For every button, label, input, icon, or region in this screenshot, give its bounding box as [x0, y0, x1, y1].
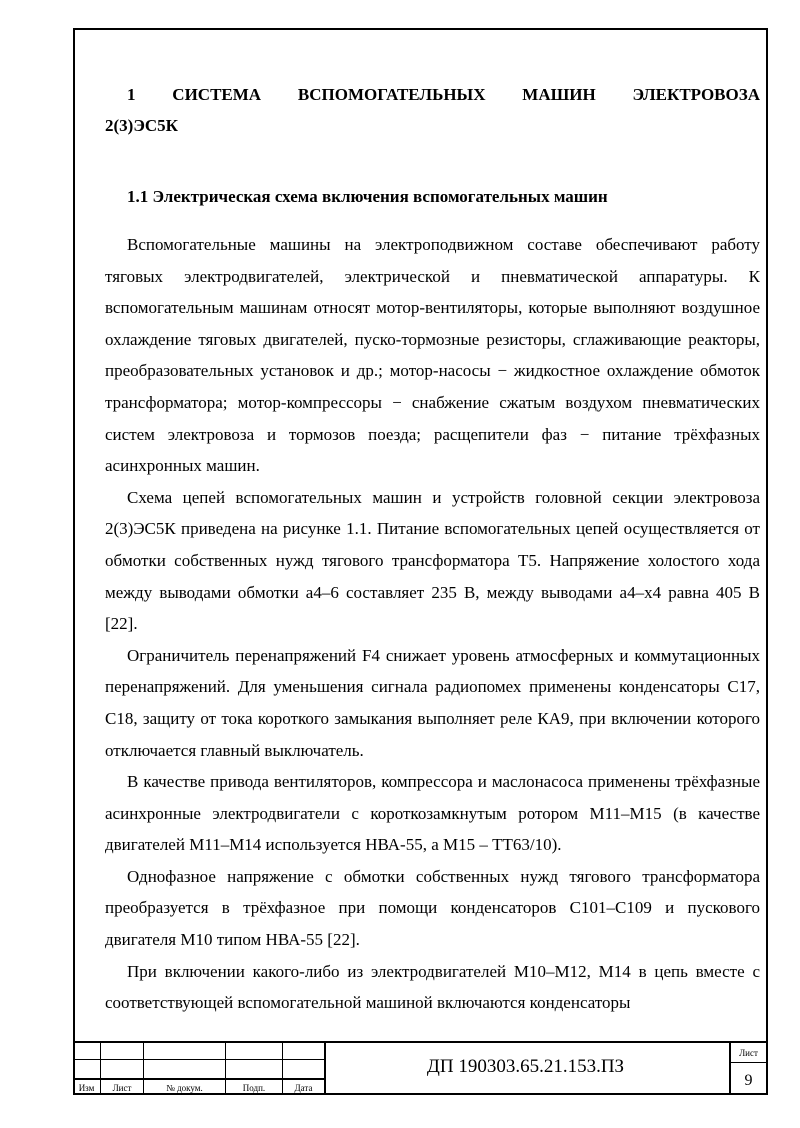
paragraph-1: Вспомогательные машины на электроподвижном составе обеспечивают работу тяговых электродвигателей, электрической и пневматической аппаратуры. К вспомогательным машинам относят мотор-вентиляторы, которые выполняют воздушное охлаждение тяговых двигателей, пуско-тормозные резисторы, сглаживающие реакторы, преобразовательных установок и др.; мотор-насосы − жидкостное охлаждение обмоток трансформатора; мотор-компрессоры − снабжение сжатым воздухом пневматических систем электровоза и тормозов поезда; расщепители фаз − питание трёхфазных асинхронных машин. — [105, 235, 760, 476]
sheet-label: Лист — [739, 1048, 758, 1058]
chapter-heading-line1: 1 СИСТЕМА ВСПОМОГАТЕЛЬНЫХ МАШИН ЭЛЕКТРОВОЗА — [127, 85, 760, 104]
stamp-row-line-2 — [73, 1078, 325, 1080]
col-label-date: Дата — [294, 1083, 313, 1093]
paragraph-2: Схема цепей вспомогательных машин и устройств головной секции электровоза 2(3)ЭС5К приведена на рисунке 1.1. Питание вспомогательных цепей осуществляется от обмотки собственных нужд тягового трансформатора Т5. Напряжение холостого хода между выводами обмотки а4–6 составляет 235 В, между выводами а4–х4 равна 405 В [22]. — [105, 487, 760, 634]
title-block — [73, 1041, 768, 1095]
sheet-cell-line — [729, 1062, 766, 1063]
paragraph-3: Ограничитель перенапряжений F4 снижает уровень атмосферных и коммутационных перенапряжений. Для уменьшения сигнала радиопомех применены конденсаторы С17, С18, защиту от тока короткого замыкания выполняет реле КА9, при включении которого отключается главный выключатель. — [105, 645, 760, 760]
col-label-sign: Подп. — [242, 1083, 266, 1093]
document-code: ДП 190303.65.21.153.ПЗ — [426, 1056, 625, 1077]
document-body — [105, 79, 760, 1034]
col-label-list: Лист — [112, 1083, 132, 1093]
paragraph-6: При включении какого-либо из электродвигателей М10–М12, М14 в цепь вместе с соответствующей вспомогательной машиной включаются конденсаторы — [105, 961, 760, 1013]
section-heading: 1.1 Электрическая схема включения вспомогательных машин — [127, 187, 608, 206]
paragraph-5: Однофазное напряжение с обмотки собственных нужд тягового трансформатора преобразуется в трёхфазное при помощи конденсаторов С101–С109 и пускового двигателя М10 типом НВА-55 [22]. — [105, 866, 760, 950]
col-label-doc: № докум. — [166, 1083, 203, 1093]
paragraph-4: В качестве привода вентиляторов, компрессора и маслонасоса применены трёхфазные асинхронные электродвигатели с короткозамкнутым ротором М11–М15 (в качестве двигателей М11–М14 используется НВА-55, а М15 – ТТ63/10). — [105, 772, 760, 855]
col-label-izm: Изм — [78, 1083, 95, 1093]
sheet-number: 9 — [744, 1072, 753, 1089]
chapter-heading-line2: 2(3)ЭС5К — [105, 116, 178, 135]
stamp-row-line-1 — [73, 1059, 325, 1060]
